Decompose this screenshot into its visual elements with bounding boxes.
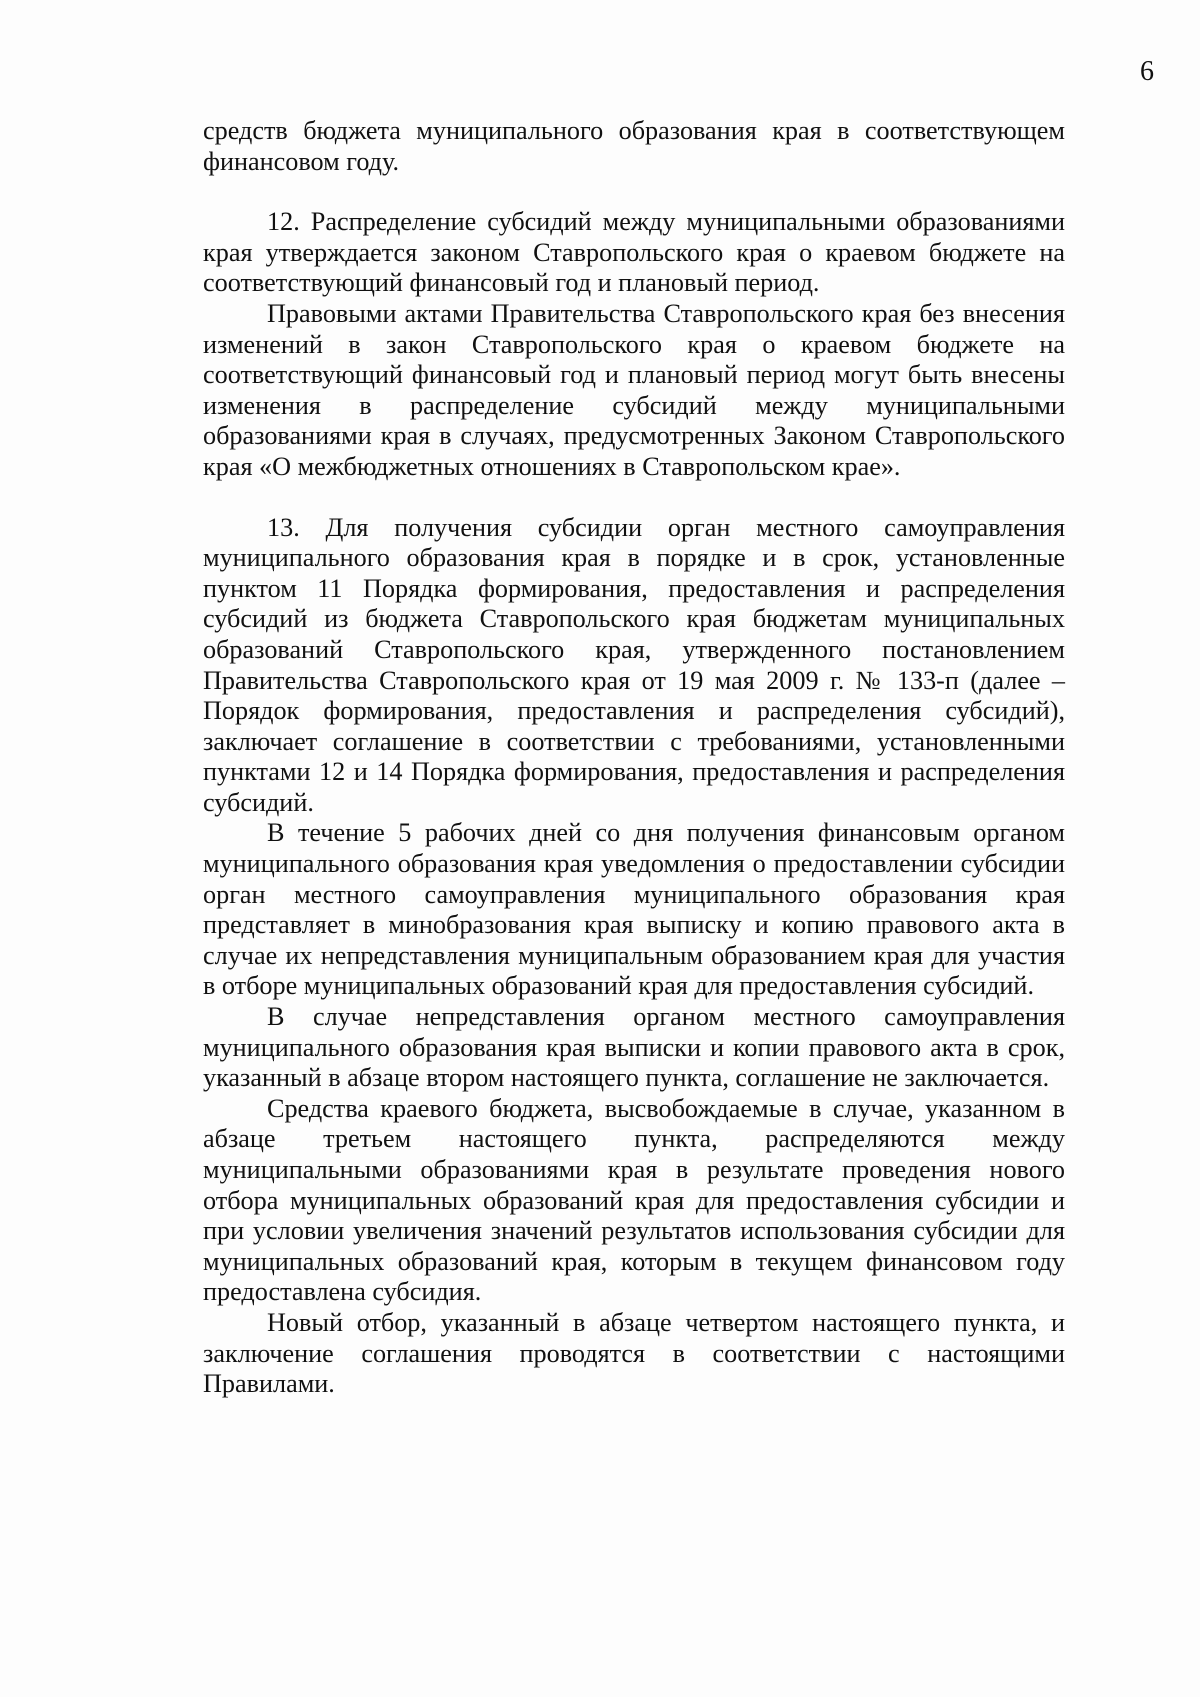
page-number: 6 xyxy=(1140,56,1154,87)
document-body xyxy=(203,116,1065,1400)
paragraph-item-13-new-selection: Новый отбор, указанный в абзаце четвертом настоящего пункта, и заключение соглашения проводятся в соответствии с настоящими Правилами. xyxy=(203,1307,1065,1399)
paragraph-item-12-amendments: Правовыми актами Правительства Ставропольского края без внесения изменений в закон Ставропольского края о краевом бюджете на соответствующий финансовый год и плановый период могут быть внесены изменения в распределение субсидий между муниципальными образованиями края в случаях, предусмотренных Законом Ставропольского края «О межбюджетных отношениях в Ставропольском крае». xyxy=(203,298,1065,481)
paragraph-item-13-non-submission: В случае непредставления органом местного самоуправления муниципального образования края выписки и копии правового акта в срок, указанный в абзаце втором настоящего пункта, соглашение не заключается. xyxy=(203,1002,1065,1093)
paragraph-continuation: средств бюджета муниципального образования края в соответствующем финансовом году. xyxy=(203,116,1065,176)
paragraph-item-13-funds: Средства краевого бюджета, высвобождаемые в случае, указанном в абзаце третьем настоящего пункта, распределяются между муниципальными образованиями края в результате проведения нового отбора муниципальных образований края для предоставления субсидии и при условии увеличения значений результатов использования субсидии для муниципальных образований края, которым в текущем финансовом году предоставлена субсидия. xyxy=(203,1093,1065,1307)
paragraph-item-13: 13. Для получения субсидии орган местного самоуправления муниципального образования края в порядке и в срок, установленные пунктом 11 Порядка формирования, предоставления и распределения субсидий из бюджета Ставропольского края бюджетам муниципальных образований Ставропольского края, утвержденного постановлением Правительства Ставропольского края от 19 мая 2009 г. № 133-п (далее – Порядок формирования, предоставления и распределения субсидий), заключает соглашение в соответствии с требованиями, установленными пунктами 12 и 14 Порядка формирования, предоставления и распределения субсидий. xyxy=(203,512,1065,817)
paragraph-item-13-notification: В течение 5 рабочих дней со дня получения финансовым органом муниципального образования края уведомления о предоставлении субсидии орган местного самоуправления муниципального образования края представляет в минобразования края выписку и копию правового акта в случае их непредставления муниципальным образованием края для участия в отборе муниципальных образований края для предоставления субсидий. xyxy=(203,818,1065,1001)
paragraph-item-12: 12. Распределение субсидий между муниципальными образованиями края утверждается законом Ставропольского края о краевом бюджете на соответствующий финансовый год и плановый период. xyxy=(203,207,1065,298)
